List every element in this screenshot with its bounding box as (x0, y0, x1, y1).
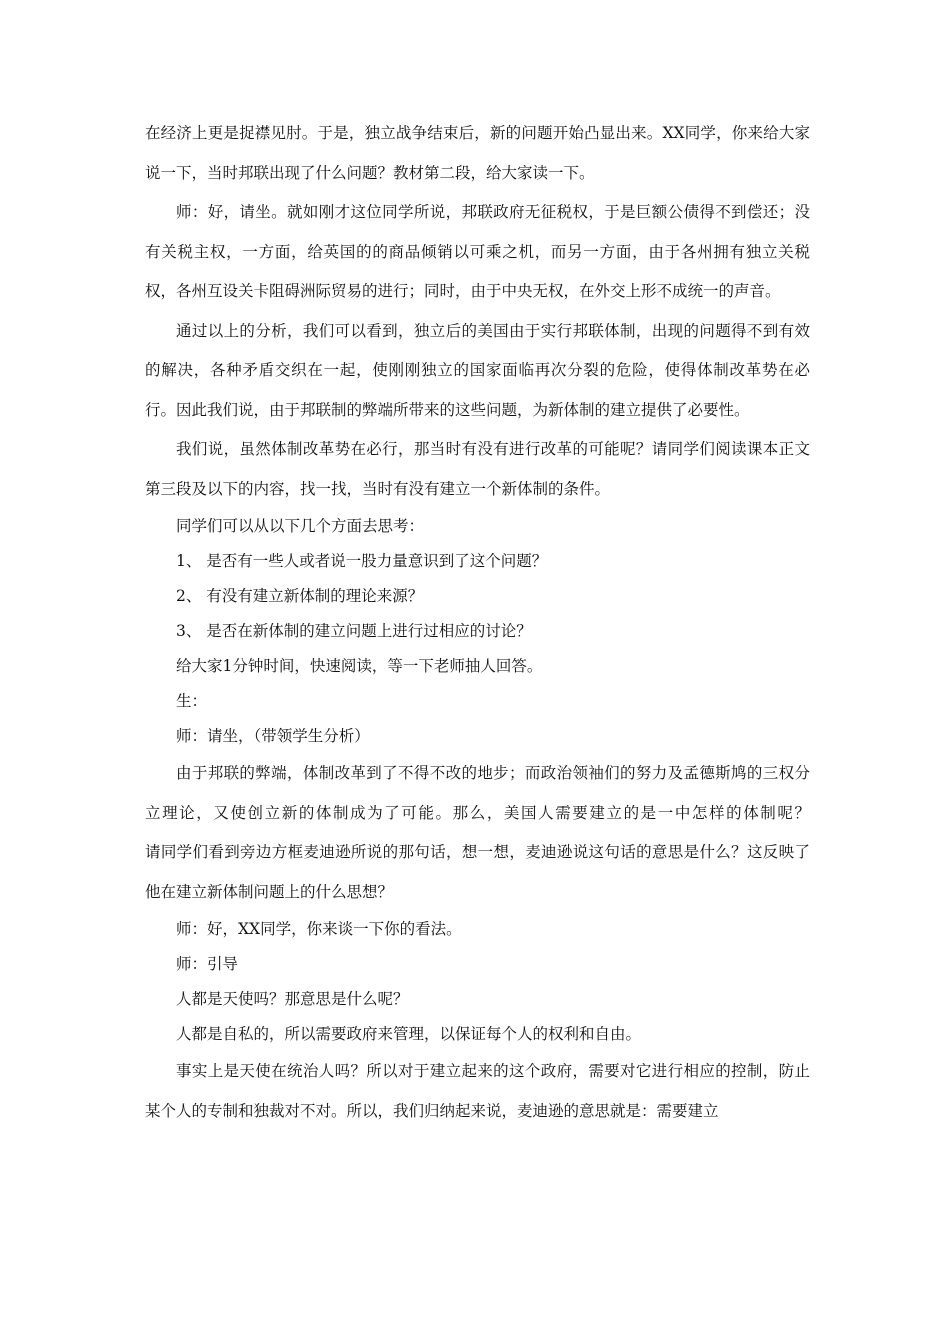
paragraph-11: 师：请坐，（带领学生分析） (176, 727, 370, 745)
paragraph-4: 我们说，虽然体制改革势在必行，那当时有没有进行改革的可能呢？请同学们阅读课本正文第三段及以下的内容，找一找，当时有没有建立一个新体制的条件。 (145, 440, 810, 498)
paragraph-16: 人都是自私的，所以需要政府来管理，以保证每个人的权利和自由。 (176, 1025, 642, 1043)
paragraph-17: 事实上是天使在统治人吗？所以对于建立起来的这个政府，需要对它进行相应的控制，防止某个人的专制和独裁对不对。所以，我们归纳起来说，麦迪逊的意思就是：需要建立 (145, 1062, 810, 1120)
list-item-3: 3、 是否在新体制的建立问题上进行过相应的讨论？ (176, 622, 532, 640)
document-body (145, 114, 857, 1131)
paragraph-1: 在经济上更是捉襟见肘。于是，独立战争结束后，新的问题开始凸显出来。XX同学，你来给大家说一下，当时邦联出现了什么问题？教材第二段，给大家读一下。 (145, 124, 810, 182)
paragraph-15: 人都是天使吗？那意思是什么呢？ (176, 990, 409, 1008)
paragraph-3: 通过以上的分析，我们可以看到，独立后的美国由于实行邦联体制，出现的问题得不到有效的解决，各种矛盾交织在一起，使刚刚独立的国家面临再次分裂的危险，使得体制改革势在必行。因此我们说，由于邦联制的弊端所带来的这些问题，为新体制的建立提供了必要性。 (145, 321, 810, 419)
paragraph-12: 由于邦联的弊端，体制改革到了不得不改的地步；而政治领袖们的努力及孟德斯鸠的三权分立理论，又使创立新的体制成为了可能。那么，美国人需要建立的是一中怎样的体制呢？ 请同学们看到旁边方框麦迪逊所说的那句话，想一想，麦迪逊说这句话的意思是什么？这反映了他在建立新体制问题上的什么思想？ (145, 764, 857, 901)
list-item-1: 1、 是否有一些人或者说一股力量意识到了这个问题？ (176, 552, 548, 570)
paragraph-9: 给大家1分钟时间，快速阅读，等一下老师抽人回答。 (176, 657, 543, 675)
paragraph-13: 师：好，XX同学，你来谈一下你的看法。 (176, 920, 462, 938)
paragraph-2: 师：好，请坐。就如刚才这位同学所说，邦联政府无征税权，于是巨额公债得不到偿还；没有关税主权，一方面，给英国的的商品倾销以可乘之机，而另一方面，由于各州拥有独立关税权，各州互设关卡阻碍洲际贸易的进行；同时，由于中央无权，在外交上形不成统一的声音。 (145, 203, 810, 300)
paragraph-14: 师：引导 (176, 955, 239, 973)
paragraph-10: 生： (176, 692, 208, 710)
paragraph-5: 同学们可以从以下几个方面去思考： (176, 517, 425, 535)
list-item-2: 2、 有没有建立新体制的理论来源？ (176, 587, 424, 605)
